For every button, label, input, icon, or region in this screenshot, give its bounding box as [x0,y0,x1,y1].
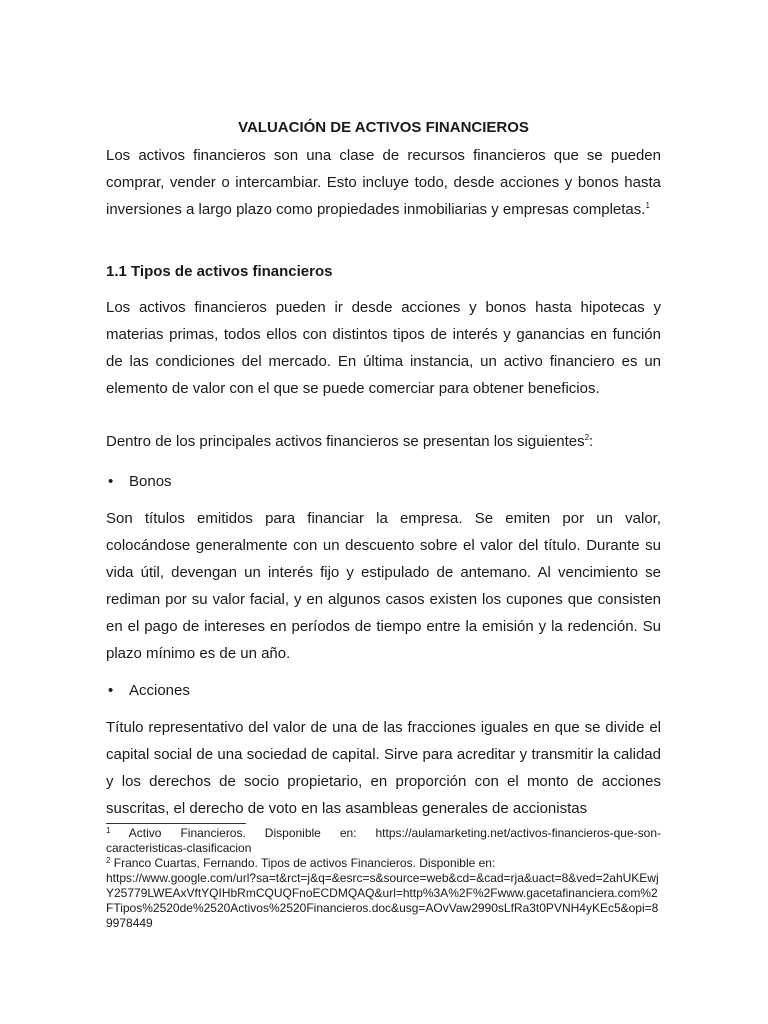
bullet-label: Acciones [129,682,190,699]
bullet-marker: • [108,473,114,490]
document-title: VALUACIÓN DE ACTIVOS FINANCIEROS [238,119,529,136]
list-intro-text: Dentro de los principales activos financieros se presentan los siguientes [106,433,585,450]
bullet-label: Bonos [129,473,172,490]
list-intro-suffix: : [589,433,594,450]
acciones-description: Título representativo del valor de una de las fracciones iguales en que se divide el capital social de una sociedad de capital. Sirve para acreditar y transmitir la calidad y los derechos de socio propietario, en proporción con el monto de acciones suscritas, el derecho de voto en las asambleas generales de accionistas [106,719,661,817]
footnote-ref-1[interactable]: 1 [645,201,650,210]
footnote-mark: 1 [106,826,111,835]
footnote-text: Franco Cuartas, Fernando. Tipos de activos Financieros. Disponible en: [110,856,496,870]
footnote-ref-2[interactable]: 2 [584,433,590,442]
footnote-url-link[interactable]: https://www.google.com/url?sa=t&rct=j&q=&esrc=s&source=web&cd=&cad=rja&uact=8&ved=2ahUKEwjY25779LWEAxVftYQIHbRmCQUQFnoECDMQAQ&url=http%3A%2F%2Fwww.gacetafinanciera.com%2FTipos%2520de%2520Activos%2520Financieros.doc&usg=AOvVaw2990sLfRa3t0PVNH4yKEc5&opi=89978449 [106,871,659,930]
bonos-description: Son títulos emitidos para financiar la empresa. Se emiten por un valor, colocándose generalmente con un descuento sobre el valor del título. Durante su vida útil, devengan un interés fijo y estipulado de antemano. Al vencimiento se rediman por su valor facial, y en algunos casos existen los cupones que consisten en el pago de intereses en períodos de tiempo entre la emisión y la redención. Su plazo mínimo es de un año. [106,510,661,662]
footnote-1 [106,826,661,856]
intro-paragraph [106,142,661,223]
types-paragraph: Los activos financieros pueden ir desde acciones y bonos hasta hipotecas y materias primas, todos ellos con distintos tipos de interés y ganancias en función de las condiciones del mercado. En última instancia, un activo financiero es un elemento de valor con el que se puede comerciar para obtener beneficios. [106,299,661,397]
bullet-marker: • [108,682,114,699]
intro-text: Los activos financieros son una clase de recursos financieros que se pueden comprar, vender o intercambiar. Esto incluye todo, desde acciones y bonos hasta inversiones a largo plazo como propiedades inmobiliarias y empresas completas. [106,147,661,218]
list-intro-paragraph [106,428,661,455]
footnote-divider [106,823,246,824]
footnote-text[interactable]: Activo Financieros. Disponible en: https://aulamarketing.net/activos-financieros-que-son-caracteristicas-clasificacion [106,826,661,855]
section-heading: 1.1 Tipos de activos financieros [106,263,333,280]
footnote-2 [106,856,661,931]
footnote-mark: 2 [106,856,111,865]
